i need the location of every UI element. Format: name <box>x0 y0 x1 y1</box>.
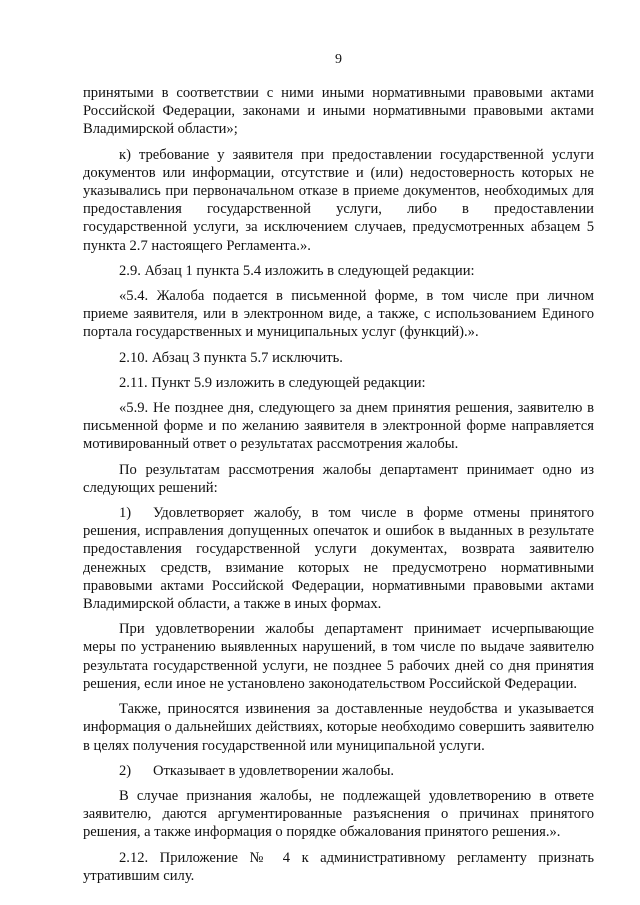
paragraph-2-9: 2.9. Абзац 1 пункта 5.4 изложить в следующей редакции: <box>119 262 475 279</box>
paragraph-5-9-quote: «5.9. Не позднее дня, следующего за днем принятия решения, заявителю в письменной форме и по желанию заявителя в электронной форме направляется мотивированный ответ о результатах рассмотрения жалобы. <box>83 400 594 453</box>
list-number-2: 2) <box>119 762 132 779</box>
list-item-1-text: Удовлетворяет жалобу, в том числе в форме отмены принятого решения, исправления допущенных опечаток и ошибок в выданных в результате предоставления государственной услуги документах, возврата заявителю денежных средств, взимание которых не предусмотрено нормативными правовыми актами Российской Федерации, нормативными правовыми актами Владимирской области, а также в иных формах. <box>83 505 594 613</box>
paragraph-5-4-quote: «5.4. Жалоба подается в письменной форме, в том числе при личном приеме заявителя, или в электронном виде, а также, с использованием Единого портала государственных и муниципальных услуг (функций).». <box>83 288 594 341</box>
list-number-1: 1) <box>119 505 132 522</box>
paragraph-2-10: 2.10. Абзац 3 пункта 5.7 исключить. <box>119 349 343 366</box>
paragraph-2-11: 2.11. Пункт 5.9 изложить в следующей редакции: <box>119 374 426 391</box>
paragraph-apologies: Также, приносятся извинения за доставленные неудобства и указывается информация о дальнейших действиях, которые необходимо совершить заявителю в целях получения государственной или муниципальной услуги. <box>83 701 594 754</box>
list-item-2-text: Отказывает в удовлетворении жалобы. <box>153 762 395 779</box>
paragraph-decisions-intro: По результатам рассмотрения жалобы департамент принимает одно из следующих решений: <box>83 461 594 496</box>
paragraph-satisfaction-measures: При удовлетворении жалобы департамент принимает исчерпывающие меры по устранению выявленных нарушений, в том числе по выдаче заявителю результата государственной услуги, не позднее 5 рабочих дней со дня принятия решения, если иное не установлено законодательством Российской Федерации. <box>83 621 594 692</box>
paragraph-2-12: 2.12. Приложение № 4 к административному регламенту признать утратившим силу. <box>83 849 594 884</box>
page-number: 9 <box>335 52 342 67</box>
list-item-2 <box>83 762 594 780</box>
paragraph-item-k: к) требование у заявителя при предоставлении государственной услуги документов или информации, отсутствие и (или) недостоверность которых не указывались при первоначальном отказе в приеме документов, необходимых для предоставления государственной услуги, либо в предоставлении государственной услуги, за исключением случаев, предусмотренных абзацем 5 пункта 2.7 настоящего Регламента.». <box>83 146 594 254</box>
paragraph-rejection: В случае признания жалобы, не подлежащей удовлетворению в ответе заявителю, даются аргументированные разъяснения о причинах принятого решения, а также информация о порядке обжалования принятого решения.». <box>83 787 594 841</box>
paragraph-continuation: принятыми в соответствии с ними иными нормативными правовыми актами Российской Федерации, законами и иными нормативными правовыми актами Владимирской области»; <box>83 85 594 138</box>
list-item-1 <box>83 504 594 613</box>
